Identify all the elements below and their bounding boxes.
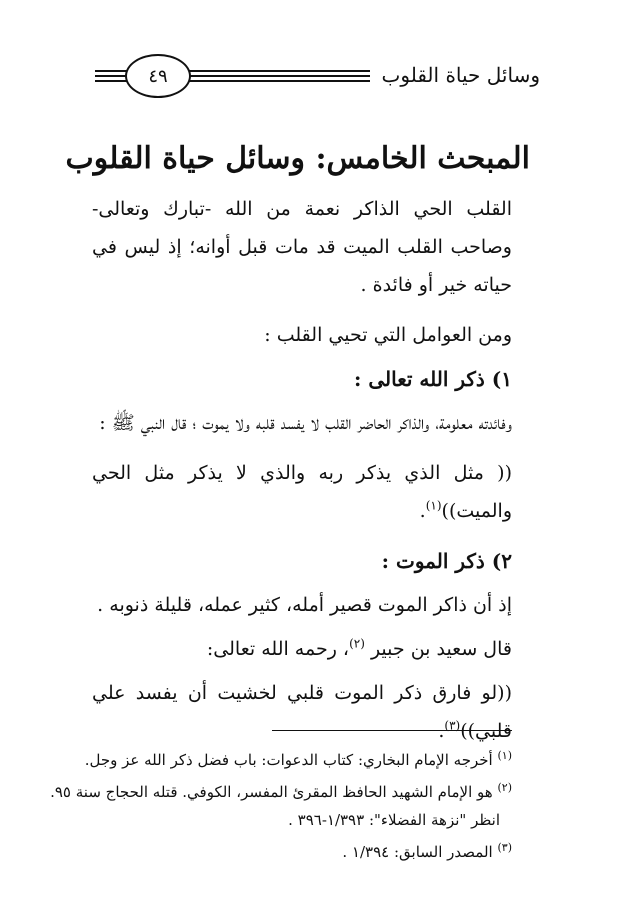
- said-quote-text: ((لو فارق ذكر الموت قلبي لخشيت أن يفسد علي قلبي)): [92, 682, 512, 742]
- footnotes: [50, 742, 512, 866]
- footnote-separator: [272, 730, 512, 731]
- said-quote-end: .: [438, 720, 445, 742]
- said-text-a: قال سعيد بن جبير: [370, 638, 512, 660]
- subheading-dhikr-death: ٢) ذكر الموت :: [381, 549, 512, 573]
- footnote-2-continued: انظر "نزهة الفضلاء": ١/٣٩٣-٣٩٦ .: [288, 811, 500, 829]
- paragraph-factors: ومن العوامل التي تحيي القلب :: [264, 324, 512, 346]
- section-title: المبحث الخامس: وسائل حياة القلوب: [65, 141, 530, 176]
- footnote-3: [92, 834, 512, 866]
- main-text: [92, 190, 512, 762]
- footnote-1-text: أخرجه الإمام البخاري: كتاب الدعوات: باب فضل ذكر الله عز وجل.: [84, 751, 493, 769]
- paragraph-said-ibn-jubayr: [92, 630, 512, 668]
- paragraph-said-quote: [92, 674, 512, 750]
- paragraph-hadith-quote: [92, 454, 512, 530]
- page-number: [125, 54, 191, 98]
- footnote-2-text: هو الإمام الشهيد الحافظ المقرئ المفسر، الكوفي. قتله الحجاج سنة ٩٥.: [50, 783, 493, 801]
- footnote-ref-1: (١): [425, 498, 442, 513]
- footnote-mark-1: (١): [497, 749, 512, 762]
- footnote-ref-2: (٢): [349, 636, 365, 651]
- footnote-ref-3: (٣): [444, 718, 461, 733]
- hadith-end: .: [419, 500, 426, 522]
- subheading-dhikr-allah: ١) ذكر الله تعالى :: [354, 367, 512, 391]
- paragraph-intro: القلب الحي الذاكر نعمة من الله -تبارك وتعالى- وصاحب القلب الميت قد مات قبل أوانه؛ إذ ليس في حياته خير أو فائدة .: [92, 198, 512, 296]
- page-header: [95, 54, 540, 98]
- paragraph-dhikr-benefit: وفائدته معلومة، والذاكر الحاضر القلب لا يفسد قلبه ولا يموت ؛ قال النبي ﷺ :: [99, 412, 512, 434]
- footnote-2: [50, 774, 512, 806]
- footnote-3-text: المصدر السابق: ١/٣٩٤ .: [342, 843, 493, 861]
- footnote-1: [84, 742, 512, 774]
- footnote-mark-2: (٢): [497, 781, 512, 794]
- paragraph-death-remembrance: إذ أن ذاكر الموت قصير أمله، كثير عمله، قليلة ذنوبه .: [97, 594, 512, 616]
- hadith-text: (( مثل الذي يذكر ربه والذي لا يذكر مثل الحي والميت)): [92, 462, 512, 522]
- page-number-text: ٤٩: [148, 65, 168, 87]
- said-text-b: ، رحمه الله تعالى:: [206, 638, 350, 660]
- running-title: وسائل حياة القلوب: [370, 60, 540, 90]
- footnote-mark-3: (٣): [497, 841, 512, 854]
